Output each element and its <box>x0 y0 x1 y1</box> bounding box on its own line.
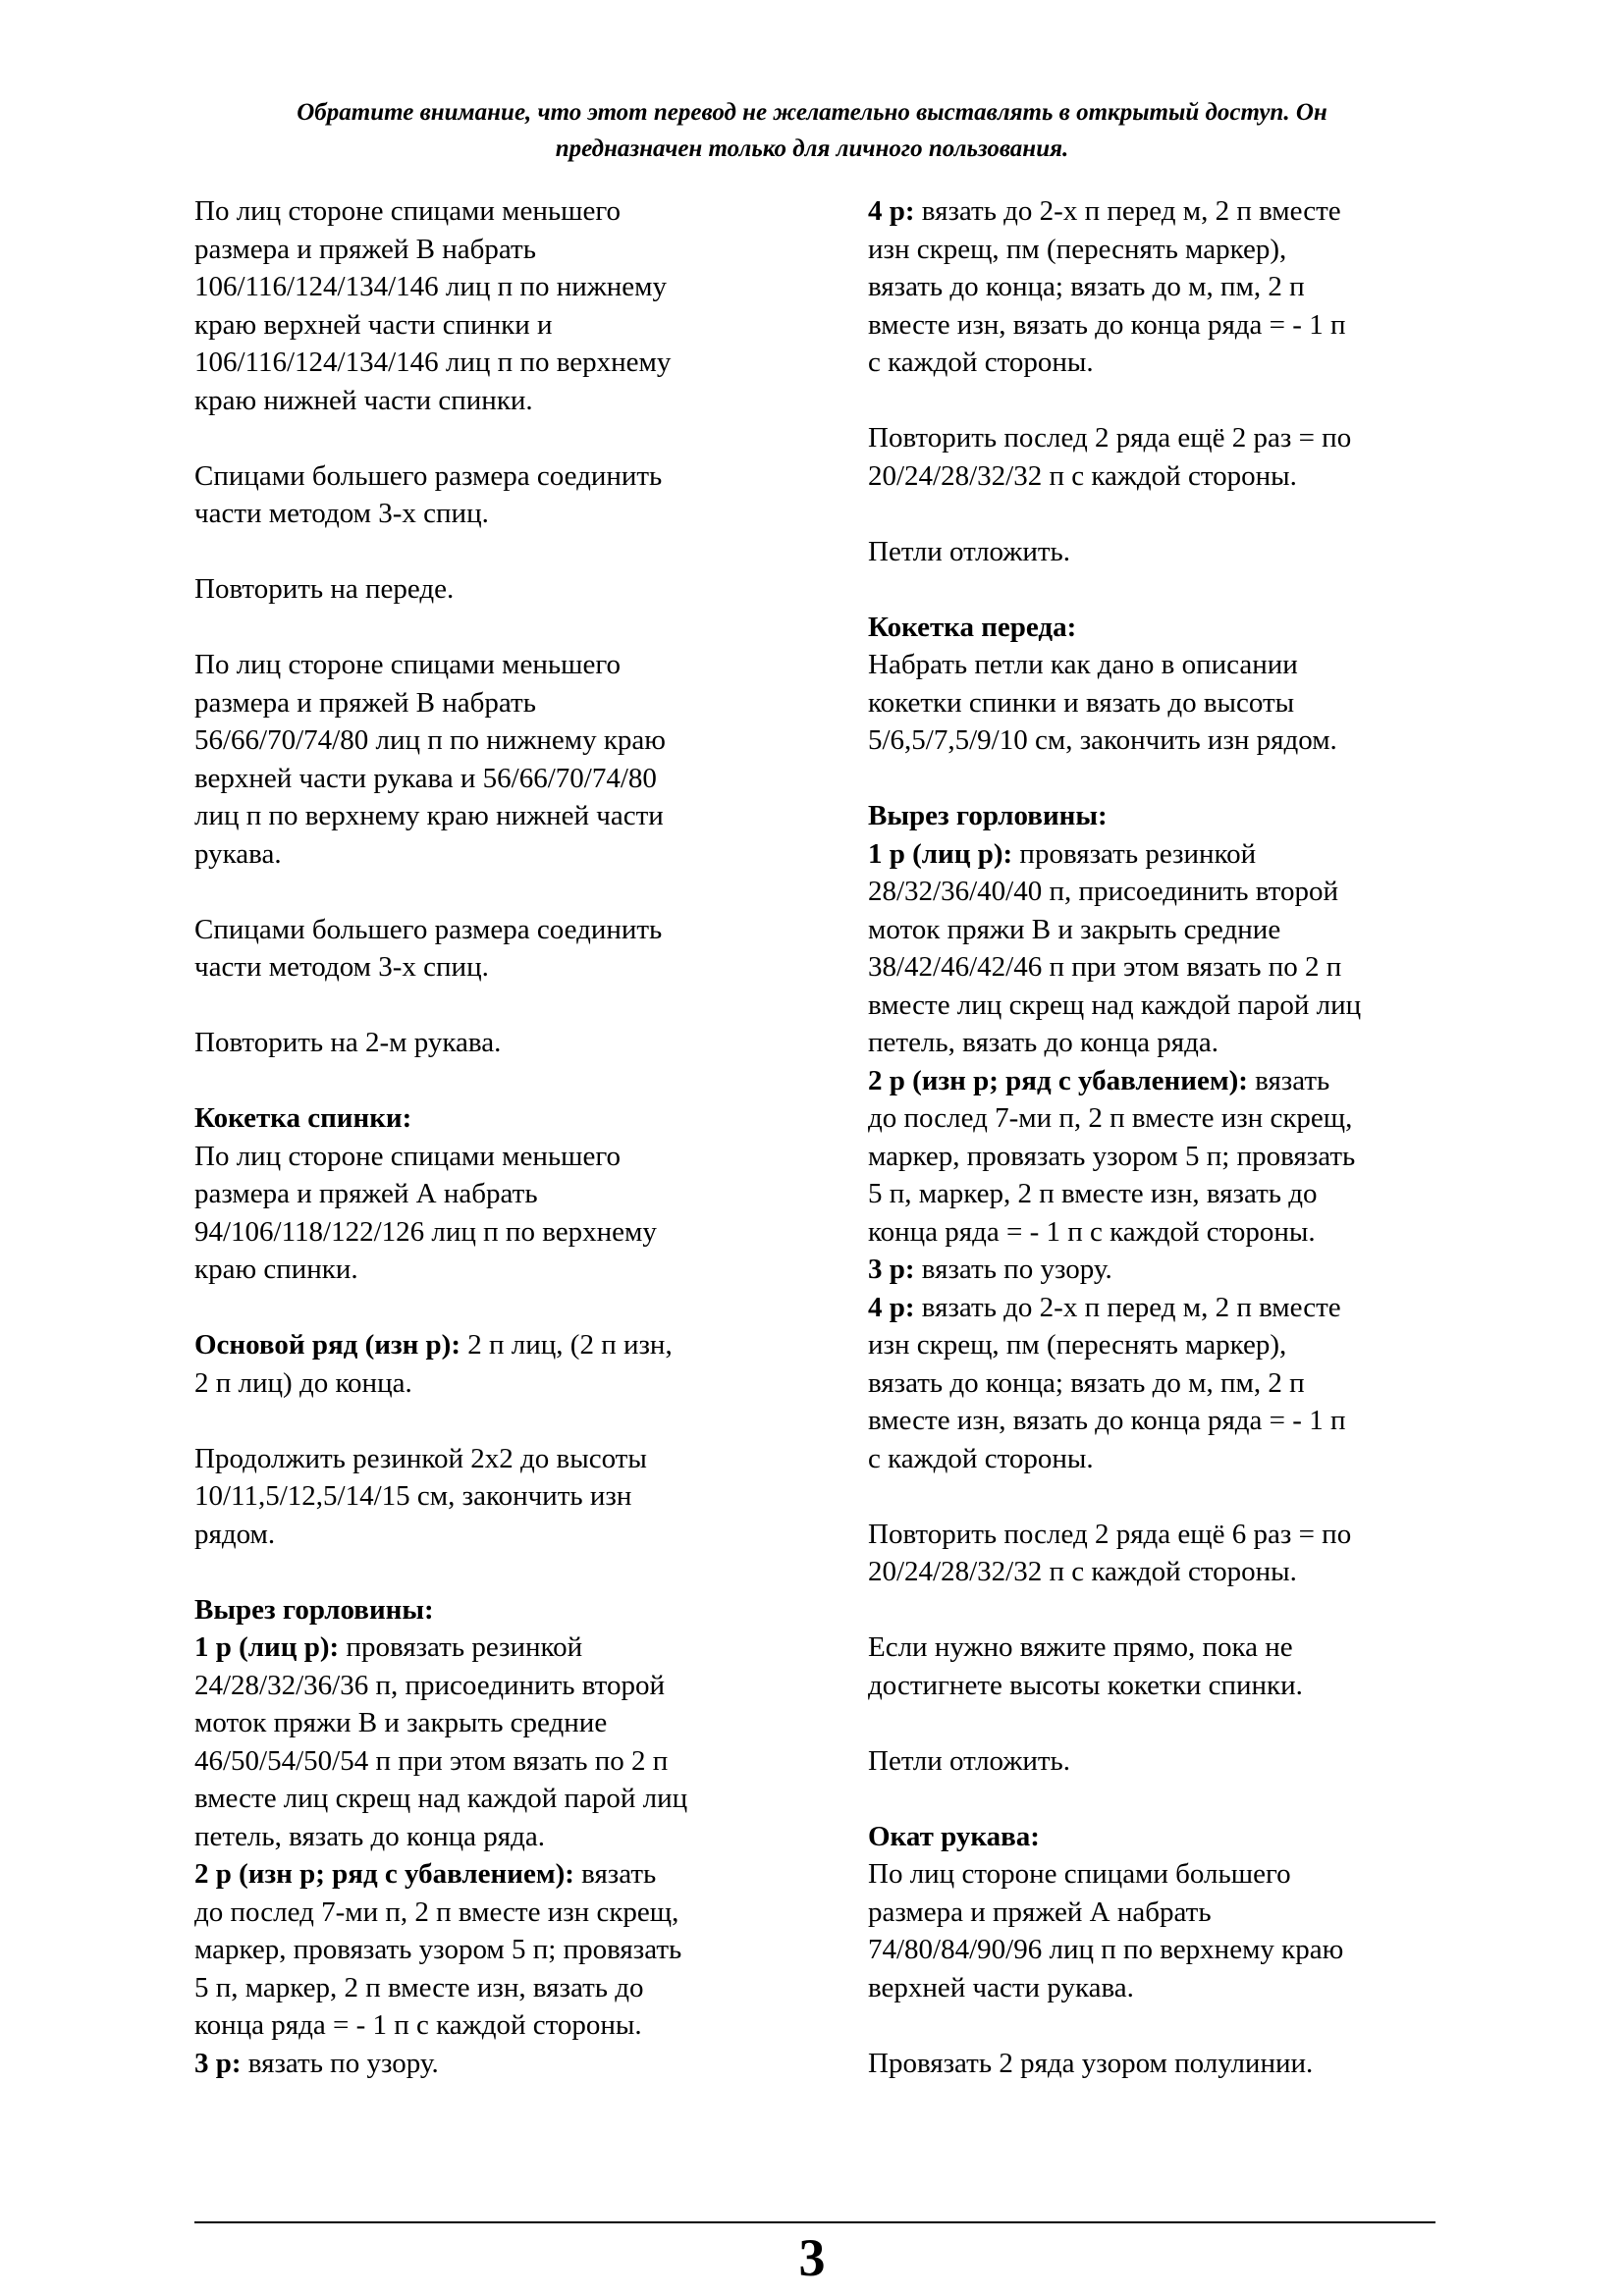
text-line: изн скрещ, пм (переснять маркер), <box>868 1329 1287 1361</box>
text-line: до послед 7-ми п, 2 п вместе изн скрещ, <box>194 1896 679 1928</box>
text-line: 5/6,5/7,5/9/10 см, закончить изн рядом. <box>868 724 1337 756</box>
text-line: конца ряда = - 1 п с каждой стороны. <box>868 1215 1316 1248</box>
text-line: конца ряда = - 1 п с каждой стороны. <box>194 2009 642 2041</box>
text-line: По лиц стороне спицами большего <box>868 1858 1291 1890</box>
row-text: вязать до 2-х п перед м, 2 п вместе <box>914 1291 1341 1323</box>
row-label: 4 р: <box>868 1291 915 1323</box>
text-line: Повторить послед 2 ряда ещё 6 раз = по <box>868 1518 1352 1550</box>
text-line: до послед 7-ми п, 2 п вместе изн скрещ, <box>868 1102 1353 1134</box>
text-line: Петли отложить. <box>868 535 1071 567</box>
section-heading: Кокетка переда: <box>868 611 1077 643</box>
text-line: размера и пряжей В набрать <box>194 233 536 265</box>
text-line: Продолжить резинкой 2х2 до высоты <box>194 1442 647 1474</box>
row-text: 2 п лиц, (2 п изн, <box>460 1329 673 1361</box>
text-line: 56/66/70/74/80 лиц п по нижнему краю <box>194 724 666 756</box>
paragraph <box>194 646 784 873</box>
row-label: 4 р: <box>868 195 915 227</box>
text-line: Повторить послед 2 ряда ещё 2 раз = по <box>868 422 1352 454</box>
text-line: маркер, провязать узором 5 п; провязать <box>194 1934 682 1965</box>
text-line: краю верхней части спинки и <box>194 308 553 341</box>
text-line: 10/11,5/12,5/14/15 см, закончить изн <box>194 1480 632 1512</box>
paragraph <box>194 911 784 987</box>
text-line: 20/24/28/32/32 п с каждой стороны. <box>868 1556 1297 1587</box>
row-text <box>868 234 1345 379</box>
paragraph-text <box>194 1141 657 1286</box>
text-line: части методом 3-х спиц. <box>194 498 489 529</box>
row-text <box>868 1102 1355 1248</box>
text-line: кокетки спинки и вязать до высоты <box>868 686 1295 719</box>
section-sleeve-cap <box>868 1818 1457 2007</box>
text-line: 20/24/28/32/32 п с каждой стороны. <box>868 459 1297 492</box>
footer-divider <box>194 2221 1435 2223</box>
text-line: Набрать петли как дано в описании <box>868 649 1298 680</box>
row-label: 3 р: <box>194 2047 242 2079</box>
text-line: Спицами большего размера соединить <box>194 913 663 945</box>
text-line: 106/116/124/134/146 лиц п по верхнему <box>194 347 672 378</box>
text-line: Повторить на переде. <box>194 573 455 605</box>
text-line: моток пряжи В и закрыть средние <box>868 913 1281 945</box>
text-line: вместе изн, вязать до конца ряда = - 1 п <box>868 308 1346 341</box>
row-text: вязать по узору. <box>241 2047 439 2079</box>
text-line: краю нижней части спинки. <box>194 384 533 416</box>
text-line: краю спинки. <box>194 1254 358 1285</box>
text-line: петель, вязать до конца ряда. <box>194 1820 546 1852</box>
row-4 <box>868 192 1457 382</box>
row-text: провязать резинкой <box>1012 837 1257 870</box>
foundation-row <box>194 1326 784 1402</box>
text-line: 46/50/54/50/54 п при этом вязать по 2 п <box>194 1744 669 1777</box>
text-line: Провязать 2 ряда узором полулинии. <box>868 2047 1314 2079</box>
row-text <box>868 876 1361 1058</box>
row-label: 3 р: <box>868 1254 915 1285</box>
paragraph-text <box>868 649 1337 756</box>
paragraph-text <box>868 1858 1343 2003</box>
section-neckline <box>868 797 1457 1477</box>
row-label: Основой ряд (изн р): <box>194 1329 460 1361</box>
text-line: достигнете высоты кокетки спинки. <box>868 1669 1303 1701</box>
text-line: петель, вязать до конца ряда. <box>868 1027 1219 1058</box>
text-line: 94/106/118/122/126 лиц п по верхнему <box>194 1215 657 1248</box>
row-text: вязать <box>1247 1064 1330 1096</box>
text-line: Повторить на 2-м рукава. <box>194 1027 502 1058</box>
paragraph <box>868 2045 1457 2083</box>
text-line: моток пряжи В и закрыть средние <box>194 1707 608 1738</box>
section-heading: Вырез горловины: <box>868 800 1108 831</box>
text-line: верхней части рукава и 56/66/70/74/80 <box>194 762 657 794</box>
text-line: 106/116/124/134/146 лиц п по нижнему <box>194 271 668 302</box>
row-text <box>868 1329 1345 1474</box>
text-line: вязать до конца; вязать до м, пм, 2 п <box>868 1366 1305 1399</box>
paragraph <box>194 1440 784 1554</box>
text-line: вместе лиц скрещ над каждой парой лиц <box>194 1783 688 1814</box>
section-heading: Окат рукава: <box>868 1820 1040 1852</box>
text-line: 74/80/84/90/96 лиц п по верхнему краю <box>868 1934 1344 1965</box>
paragraph <box>868 419 1457 495</box>
text-line: По лиц стороне спицами меньшего <box>194 1140 622 1172</box>
section-front-yoke <box>868 609 1457 760</box>
text-line: По лиц стороне спицами меньшего <box>194 649 622 680</box>
text-line: По лиц стороне спицами меньшего <box>194 195 622 227</box>
text-line: вязать до конца; вязать до м, пм, 2 п <box>868 271 1305 302</box>
row-label: 2 р (изн р; ряд с убавлением): <box>868 1064 1248 1096</box>
row-text: вязать до 2-х п перед м, 2 п вместе <box>914 195 1341 227</box>
right-column <box>868 192 1457 2120</box>
row-text <box>194 1896 681 2042</box>
notice-line-2: предназначен только для личного пользования. <box>555 135 1069 162</box>
row-text: провязать резинкой <box>339 1631 583 1663</box>
text-line: верхней части рукава. <box>868 1971 1134 2003</box>
row-label: 2 р (изн р; ряд с убавлением): <box>194 1858 574 1890</box>
text-line: 5 п, маркер, 2 п вместе изн, вязать до <box>868 1178 1318 1209</box>
text-line: 5 п, маркер, 2 п вместе изн, вязать до <box>194 1971 644 2003</box>
paragraph <box>868 1516 1457 1591</box>
row-text: 2 п лиц) до конца. <box>194 1366 412 1399</box>
text-line: рядом. <box>194 1518 276 1550</box>
text-line: лиц п по верхнему краю нижней части <box>194 800 664 831</box>
section-neckline <box>194 1591 784 2083</box>
row-label: 1 р (лиц р): <box>868 837 1013 870</box>
row-text: вязать по узору. <box>914 1254 1112 1285</box>
translation-notice <box>157 94 1467 167</box>
paragraph <box>868 1742 1457 1781</box>
text-line: размера и пряжей В набрать <box>194 686 536 719</box>
section-heading: Кокетка спинки: <box>194 1102 412 1134</box>
paragraph <box>194 570 784 609</box>
page-number: 3 <box>798 2228 826 2287</box>
text-line: рукава. <box>194 837 282 870</box>
text-line: 24/28/32/36/36 п, присоединить второй <box>194 1669 665 1701</box>
text-line: части методом 3-х спиц. <box>194 951 489 983</box>
section-back-yoke <box>194 1099 784 1289</box>
paragraph <box>194 1024 784 1062</box>
paragraph <box>194 192 784 419</box>
text-line: с каждой стороны. <box>868 347 1094 378</box>
text-line: 38/42/46/42/46 п при этом вязать по 2 п <box>868 951 1342 983</box>
text-line: вместе лиц скрещ над каждой парой лиц <box>868 988 1362 1021</box>
text-line: вместе изн, вязать до конца ряда = - 1 п <box>868 1405 1346 1436</box>
row-text: вязать <box>573 1858 657 1890</box>
section-heading: Вырез горловины: <box>194 1593 434 1626</box>
text-line: Петли отложить. <box>868 1744 1071 1777</box>
paragraph <box>868 533 1457 571</box>
row-label: 1 р (лиц р): <box>194 1631 340 1663</box>
paragraph <box>868 1629 1457 1704</box>
text-line: 28/32/36/40/40 п, присоединить второй <box>868 876 1338 907</box>
paragraph <box>194 457 784 533</box>
text-line: изн скрещ, пм (переснять маркер), <box>868 233 1287 265</box>
text-line: размера и пряжей А набрать <box>868 1896 1212 1928</box>
text-line: Если нужно вяжите прямо, пока не <box>868 1631 1293 1663</box>
row-text <box>194 1670 687 1852</box>
text-line: размера и пряжей А набрать <box>194 1178 538 1209</box>
text-line: с каждой стороны. <box>868 1442 1094 1474</box>
text-line: маркер, провязать узором 5 п; провязать <box>868 1140 1356 1172</box>
text-line: Спицами большего размера соединить <box>194 459 663 492</box>
notice-line-1: Обратите внимание, что этот перевод не желательно выставлять в открытый доступ. Он <box>297 99 1327 126</box>
left-column <box>194 192 784 2120</box>
